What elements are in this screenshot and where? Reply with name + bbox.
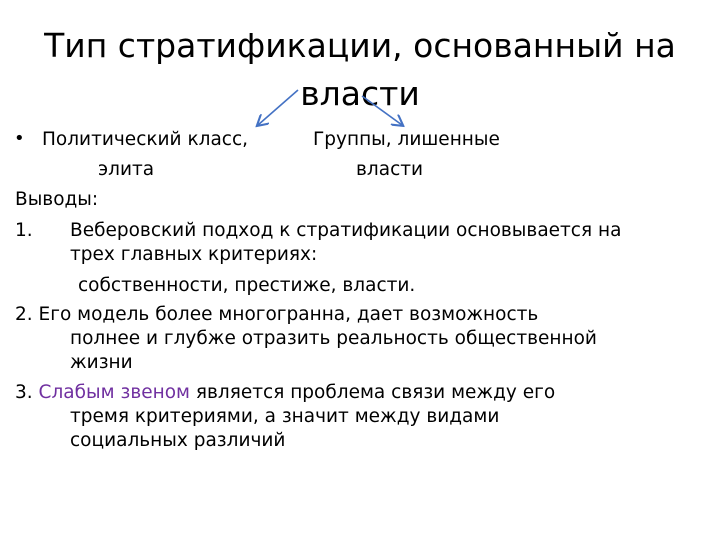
arrow-right <box>362 96 402 125</box>
item-3-rest: является проблема связи между его <box>195 382 556 403</box>
bullet-right-line-2: власти <box>356 159 424 180</box>
item-1-line-2: трех главных критериях: <box>70 244 318 265</box>
conclusions-label: Выводы: <box>15 189 99 210</box>
item-2-line-1: 2. Его модель более многогранна, дает возможность <box>15 304 539 325</box>
bullet-left-line-1: Политический класс, <box>42 129 249 150</box>
bullet-right-line-1: Группы, лишенные <box>313 129 500 150</box>
title-line-1: Тип стратификации, основанный на <box>44 26 676 65</box>
item-1-number: 1. <box>15 220 33 241</box>
item-3-highlight: Слабым звеном <box>38 382 190 403</box>
bullet-symbol: • <box>14 128 25 149</box>
bullet-left-line-2: элита <box>98 159 155 180</box>
item-3-number: 3. <box>15 382 33 403</box>
item-3-line-2: тремя критериями, а значит между видами <box>70 406 500 427</box>
arrow-left <box>258 90 298 125</box>
item-1-line-1: Веберовский подход к стратификации основывается на <box>70 220 622 241</box>
item-2-line-2: полнее и глубже отразить реальность общественной <box>70 328 597 349</box>
item-2-line-3: жизни <box>70 352 133 373</box>
item-3-line-3: социальных различий <box>70 430 286 451</box>
title-line-2: власти <box>300 74 420 113</box>
item-3-line-1 <box>15 381 555 405</box>
item-1-line-3: собственности, престиже, власти. <box>78 275 416 296</box>
